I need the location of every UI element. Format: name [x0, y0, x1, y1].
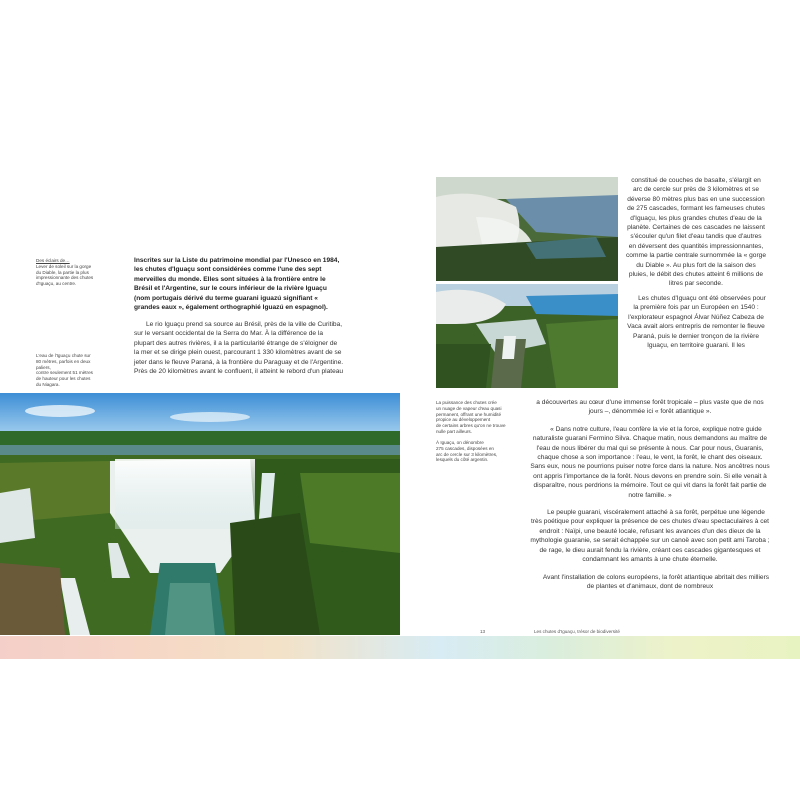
caption-line: lesquels du côté argentin. — [436, 457, 489, 463]
running-footer-title: Les chutes d'Iguaçu, trésor de biodiversité — [534, 629, 620, 634]
caption-line: permanent, offrant une humidité — [436, 411, 502, 417]
intro-paragraph: Inscrites sur la Liste du patrimoine mondial par l'Unesco en 1984, les chutes d'Iguaçu sont considérées comme l'une des sept merveilles du monde. Elles sont situées à la frontière entre le Brésil et l'Argentine, sur le cours inférieur de la rivière Iguaçu (nom portugais dérivé du terme guarani iguazú signifiant « grandes eaux », également orthographié Iguazú en espagnol). — [134, 257, 340, 312]
caption-cascades — [436, 440, 506, 463]
paragraph-legende-guarani: Le peuple guarani, viscéralement attaché à sa forêt, perpétue une légende très poétique pour expliquer la présence de ces chutes d'eau spectaculaires à cet endroit : Naïpi, une beauté locale, refusant les avances d'un des dieux de la mythologie guaranie, se serait échappée sur un canoë avec son petit ami Taroba ; de rage, le dieu aurait fendu la rivière, créant ces cascades gigantesques et condamnant les amants à une chute éternelle. — [530, 509, 770, 564]
caption-line: d'Iguaçu, au centre. — [36, 281, 77, 287]
paragraph-quote-guide: « Dans notre culture, l'eau confère la vie et la force, explique notre guide naturaliste guarani Fermino Silva. Chaque matin, nous demandons au maître de l'eau de nous libérer du mal qui se présente à nous. Car pour nous, Guaranis, chaque chose a son importance : l'eau, le vent, la forêt, le chant des oiseaux. Sans eux, nous ne pourrions puiser notre force dans la nature. Nos ancêtres nous ont appris l'importance de la forêt. Nous devons en prendre soin. Si elle venait à disparaître, nous perdrions la mémoire. Tout ce qui vit dans la forêt fait partie de notre famille. » — [530, 425, 770, 499]
waterfall-panorama-image — [0, 393, 400, 635]
caption-line: de certains arbres qu'on ne trouve — [436, 423, 506, 429]
aerial-photo-top — [436, 177, 618, 281]
caption-line: arc de cercle sur 3 kilomètres, — [436, 451, 498, 457]
caption-line: impressionnante des chutes — [36, 275, 94, 281]
caption-line: 80 mètres, parfois en deux paliers, — [36, 358, 91, 370]
caption-line: du Niagara. — [36, 381, 60, 387]
caption-line: contre seulement 51 mètres — [36, 370, 93, 376]
right-column-text — [626, 176, 766, 352]
page-number: 13 — [480, 629, 486, 634]
caption-hauteur-chutes — [36, 353, 106, 388]
caption-line: Lever de soleil sur la gorge — [36, 263, 92, 269]
caption-line: un nuage de vapeur d'eau quasi — [436, 405, 502, 411]
caption-line: L'eau de l'Iguaçu chute sur — [36, 353, 91, 358]
caption-line: À Iguaçu, on dénombre — [436, 440, 484, 445]
paragraph-foret-atlantique: a découvertes au cœur d'une immense forêt tropicale – plus vaste que de nos jours –, dénommée ici « forêt atlantique ». — [536, 399, 764, 416]
paragraph-rio-iguacu: Le rio Iguaçu prend sa source au Brésil, près de la ville de Curitiba, sur le versant occidental de la Serra do Mar. À la différence de la plupart des autres rivières, il a la particularité étrange de s'éloigner de la mer et se dirige plein ouest, parcourant 1 330 kilomètres avant de se jeter dans le fleuve Paraná, à la frontière du Paraguay et de l'Argentine. Près de 20 kilomètres avant le confluent, il atteint le rebord d'un plateau — [134, 321, 344, 376]
caption-line: de hauteur pour les chutes — [36, 376, 91, 382]
iguazu-panorama-photo — [0, 393, 400, 635]
caption-line: nulle part ailleurs. — [436, 428, 473, 434]
caption-line: 275 cascades, disposées en — [436, 445, 494, 451]
caption-vapeur — [436, 400, 506, 435]
decorative-gradient-band — [0, 636, 800, 659]
caption-line: La puissance des chutes crée — [436, 400, 497, 405]
left-body-text — [134, 320, 344, 378]
paragraph-colons: Avant l'installation de colons européens, la forêt atlantique abritait des milliers de plantes et d'animaux, dont de nombreux — [542, 573, 770, 590]
caption-title: Des éclairs de… — [36, 258, 70, 263]
paragraph-basalte: constitué de couches de basalte, s'élargit en arc de cercle sur près de 3 kilomètres et se déverse 80 mètres plus bas en une succession de 275 cascades, formant les fameuses chutes d'Iguaçu, les plus grandes chutes d'eau de la planète. Certaines de ces cascades ne laissent s'écouler qu'un filet d'eau tandis que d'autres en déversent des quantités impressionnantes, comme la partie centrale surnommée la « gorge du Diable ». Au plus fort de la saison des pluies, le débit des chutes atteint 6 millions de litres par seconde. — [626, 177, 767, 288]
caption-line: propice au développement — [436, 417, 491, 423]
caption-gorge-du-diable — [36, 258, 96, 287]
aerial-falls-image — [436, 177, 618, 281]
aerial-photo-bottom — [436, 284, 618, 388]
paragraph-europeen: Les chutes d'Iguaçu ont été observées pour la première fois par un Européen en 1540 : l'explorateur espagnol Álvar Núñez Cabeza de Vaca avait alors entrepris de remonter le fleuve Paraná, puis le dernier tronçon de la rivière Iguaçu, en territoire guarani. Il les — [627, 294, 766, 349]
aerial-cascades-image — [436, 284, 618, 388]
right-wide-text — [530, 398, 770, 593]
caption-line: du Diable, la partie la plus — [36, 269, 89, 275]
